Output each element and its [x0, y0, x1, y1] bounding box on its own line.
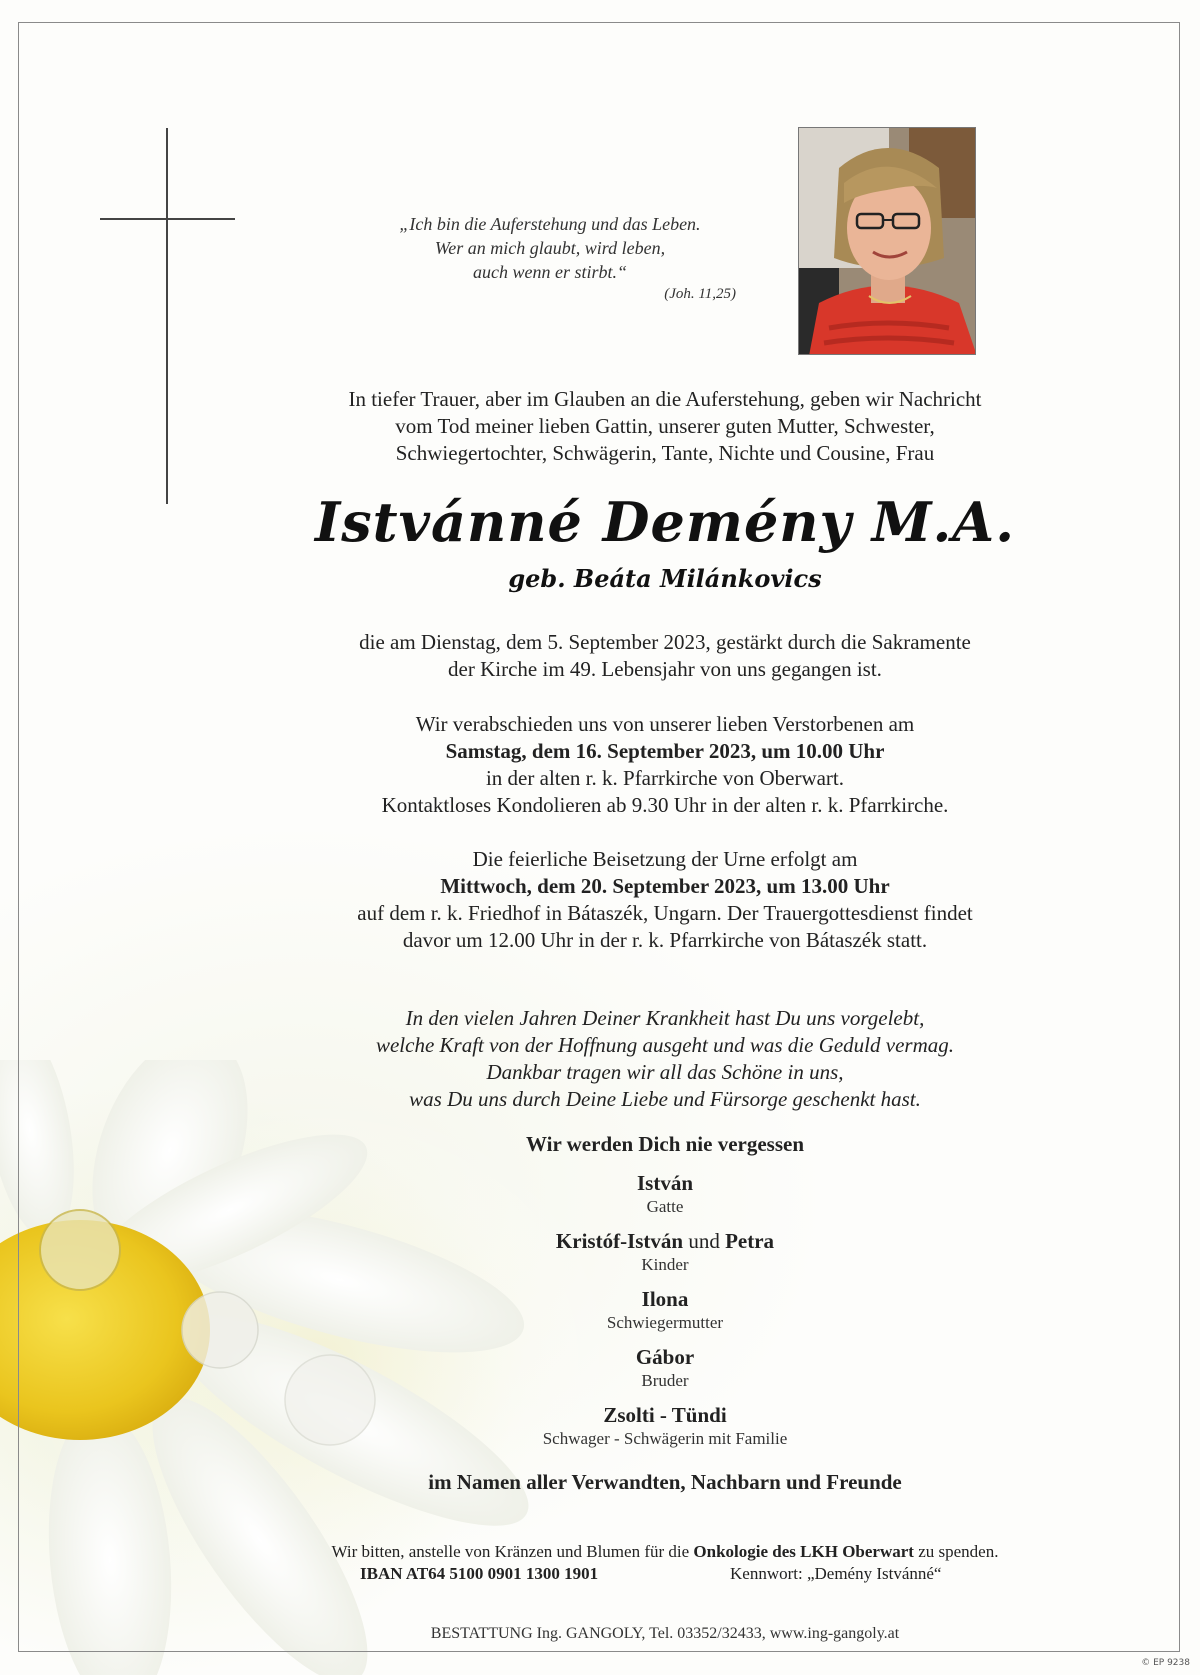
intro-line: In tiefer Trauer, aber im Glauben an die Auferstehung, geben wir Nachricht	[348, 387, 982, 411]
remembrance-heading: Wir werden Dich nie vergessen	[525, 1132, 805, 1156]
mourners-list	[250, 1170, 1080, 1460]
farewell-line: Kontaktloses Kondolieren ab 9.30 Uhr in der alten r. k. Pfarrkirche.	[381, 793, 949, 817]
cross-icon	[100, 128, 235, 504]
funeral-home-footer: BESTATTUNG Ing. GANGOLY, Tel. 03352/32433, www.ing-gangoly.at	[430, 1625, 900, 1642]
quote-line: auch wenn er stirbt.“	[472, 262, 627, 282]
burial-line: auf dem r. k. Friedhof in Bátaszék, Ungarn. Der Trauergottesdienst findet	[357, 901, 973, 925]
list-item	[250, 1228, 1080, 1286]
donation-keyword: Kennwort: „Demény Istvánné“	[730, 1564, 942, 1583]
death-notice	[250, 629, 1080, 683]
mourner-name: István	[636, 1171, 694, 1195]
list-item	[250, 1170, 1080, 1228]
portrait-photo	[798, 127, 976, 355]
list-item	[250, 1286, 1080, 1344]
closing-line: im Namen aller Verwandten, Nachbarn und Freunde	[428, 1470, 902, 1494]
quote-reference: (Joh. 11,25)	[664, 286, 736, 302]
quote-line: „Ich bin die Auferstehung und das Leben.	[399, 214, 701, 234]
burial-line: davor um 12.00 Uhr in der r. k. Pfarrkirche von Bátaszék statt.	[402, 928, 928, 952]
mourner-relation: Gatte	[646, 1197, 684, 1216]
bible-quote	[340, 212, 760, 284]
intro-line: Schwiegertochter, Schwägerin, Tante, Nichte und Cousine, Frau	[395, 441, 935, 465]
print-code: © EP 9238	[1141, 1658, 1190, 1668]
mourner-relation: Kinder	[641, 1255, 689, 1274]
death-notice-line: die am Dienstag, dem 5. September 2023, gestärkt durch die Sakramente	[359, 630, 971, 654]
farewell-line: Wir verabschieden uns von unserer lieben Verstorbenen am	[415, 712, 915, 736]
memorial-poem	[250, 1005, 1080, 1113]
poem-line: Dankbar tragen wir all das Schöne in uns,	[486, 1060, 844, 1084]
death-notice-line: der Kirche im 49. Lebensjahr von uns gegangen ist.	[448, 657, 882, 681]
mourner-name: Ilona	[641, 1287, 689, 1311]
farewell-info	[250, 711, 1080, 819]
donation-request: Wir bitten, anstelle von Kränzen und Blumen für die Onkologie des LKH Oberwart zu spenden.	[331, 1542, 999, 1561]
deceased-name: Istvánné Demény M.A.	[314, 490, 1016, 554]
burial-info	[250, 846, 1080, 954]
mourner-relation: Schwager - Schwägerin mit Familie	[542, 1429, 788, 1448]
farewell-date: Samstag, dem 16. September 2023, um 10.00 Uhr	[445, 739, 885, 763]
mourner-relation: Schwiegermutter	[606, 1313, 724, 1332]
poem-line: In den vielen Jahren Deiner Krankheit hast Du uns vorgelebt,	[405, 1006, 925, 1030]
iban: IBAN AT64 5100 0901 1300 1901	[360, 1564, 599, 1583]
intro-line: vom Tod meiner lieben Gattin, unserer guten Mutter, Schwester,	[395, 414, 935, 438]
burial-date: Mittwoch, dem 20. September 2023, um 13.00 Uhr	[440, 874, 890, 898]
burial-line: Die feierliche Beisetzung der Urne erfolgt am	[472, 847, 858, 871]
list-item	[250, 1402, 1080, 1460]
farewell-line: in der alten r. k. Pfarrkirche von Oberwart.	[485, 766, 845, 790]
mourner-name: Gábor	[635, 1345, 695, 1369]
quote-line: Wer an mich glaubt, wird leben,	[434, 238, 666, 258]
list-item	[250, 1344, 1080, 1402]
poem-line: was Du uns durch Deine Liebe und Fürsorge geschenkt hast.	[409, 1087, 921, 1111]
intro-text	[250, 386, 1080, 467]
birth-name: geb. Beáta Milánkovics	[508, 564, 822, 593]
poem-line: welche Kraft von der Hoffnung ausgeht und was die Geduld vermag.	[375, 1033, 954, 1057]
mourner-name: Kristóf-István und Petra	[555, 1229, 775, 1253]
mourner-name: Zsolti - Tündi	[603, 1403, 727, 1427]
mourner-relation: Bruder	[641, 1371, 689, 1390]
